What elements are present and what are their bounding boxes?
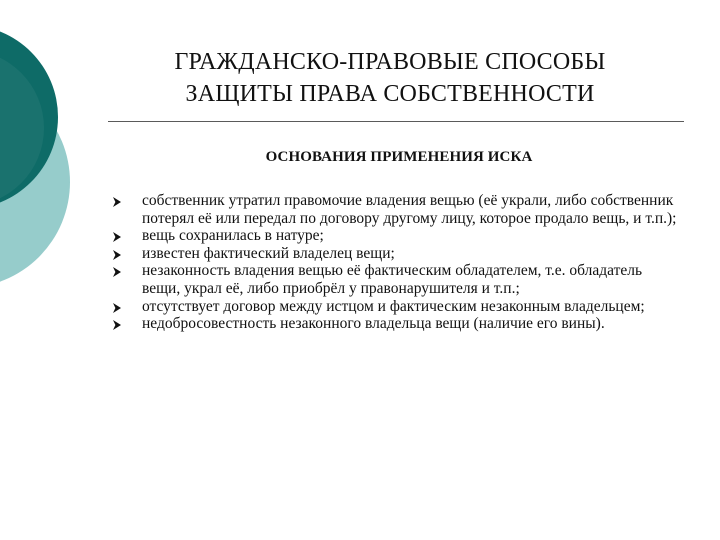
title-line-2: ЗАЩИТЫ ПРАВА СОБСТВЕННОСТИ [185, 81, 595, 107]
decorative-teal-circles [0, 0, 120, 300]
list-item-text: известен фактический владелец вещи; [142, 244, 395, 262]
list-item-text: вещь сохранилась в натуре; [142, 227, 324, 245]
list-item [108, 262, 678, 297]
slide-subtitle: ОСНОВАНИЯ ПРИМЕНЕНИЯ ИСКА [265, 149, 533, 165]
bullet-list [108, 192, 678, 333]
list-item-text: отсутствует договор между истцом и фактическим незаконным владельцем; [142, 297, 645, 315]
list-item-text: незаконность владения вещью её фактическим обладателем, т.е. обладатель вещи, украл её, либо приобрёл у правонарушителя и т.п.; [142, 262, 643, 297]
list-item [108, 298, 678, 316]
arrowhead-bullet-icon [113, 267, 121, 277]
arrowhead-bullet-icon [113, 250, 121, 260]
list-item [108, 227, 678, 245]
title-divider [108, 121, 684, 122]
list-item [108, 245, 678, 263]
list-item-text: недобросовестность незаконного владельца вещи (наличие его вины). [142, 315, 605, 333]
arrowhead-bullet-icon [113, 197, 121, 207]
title-line-1: ГРАЖДАНСКО-ПРАВОВЫЕ СПОСОБЫ [174, 49, 606, 75]
arrowhead-bullet-icon [113, 320, 121, 330]
arrowhead-bullet-icon [113, 303, 121, 313]
arrowhead-bullet-icon [113, 232, 121, 242]
list-item-text: собственник утратил правомочие владения вещью (её украли, либо собственник потерял её или передал по договору другому лицу, которое продало вещь, и т.п.); [142, 192, 677, 227]
slide-title [120, 46, 660, 110]
list-item [108, 192, 678, 227]
list-item [108, 315, 678, 333]
